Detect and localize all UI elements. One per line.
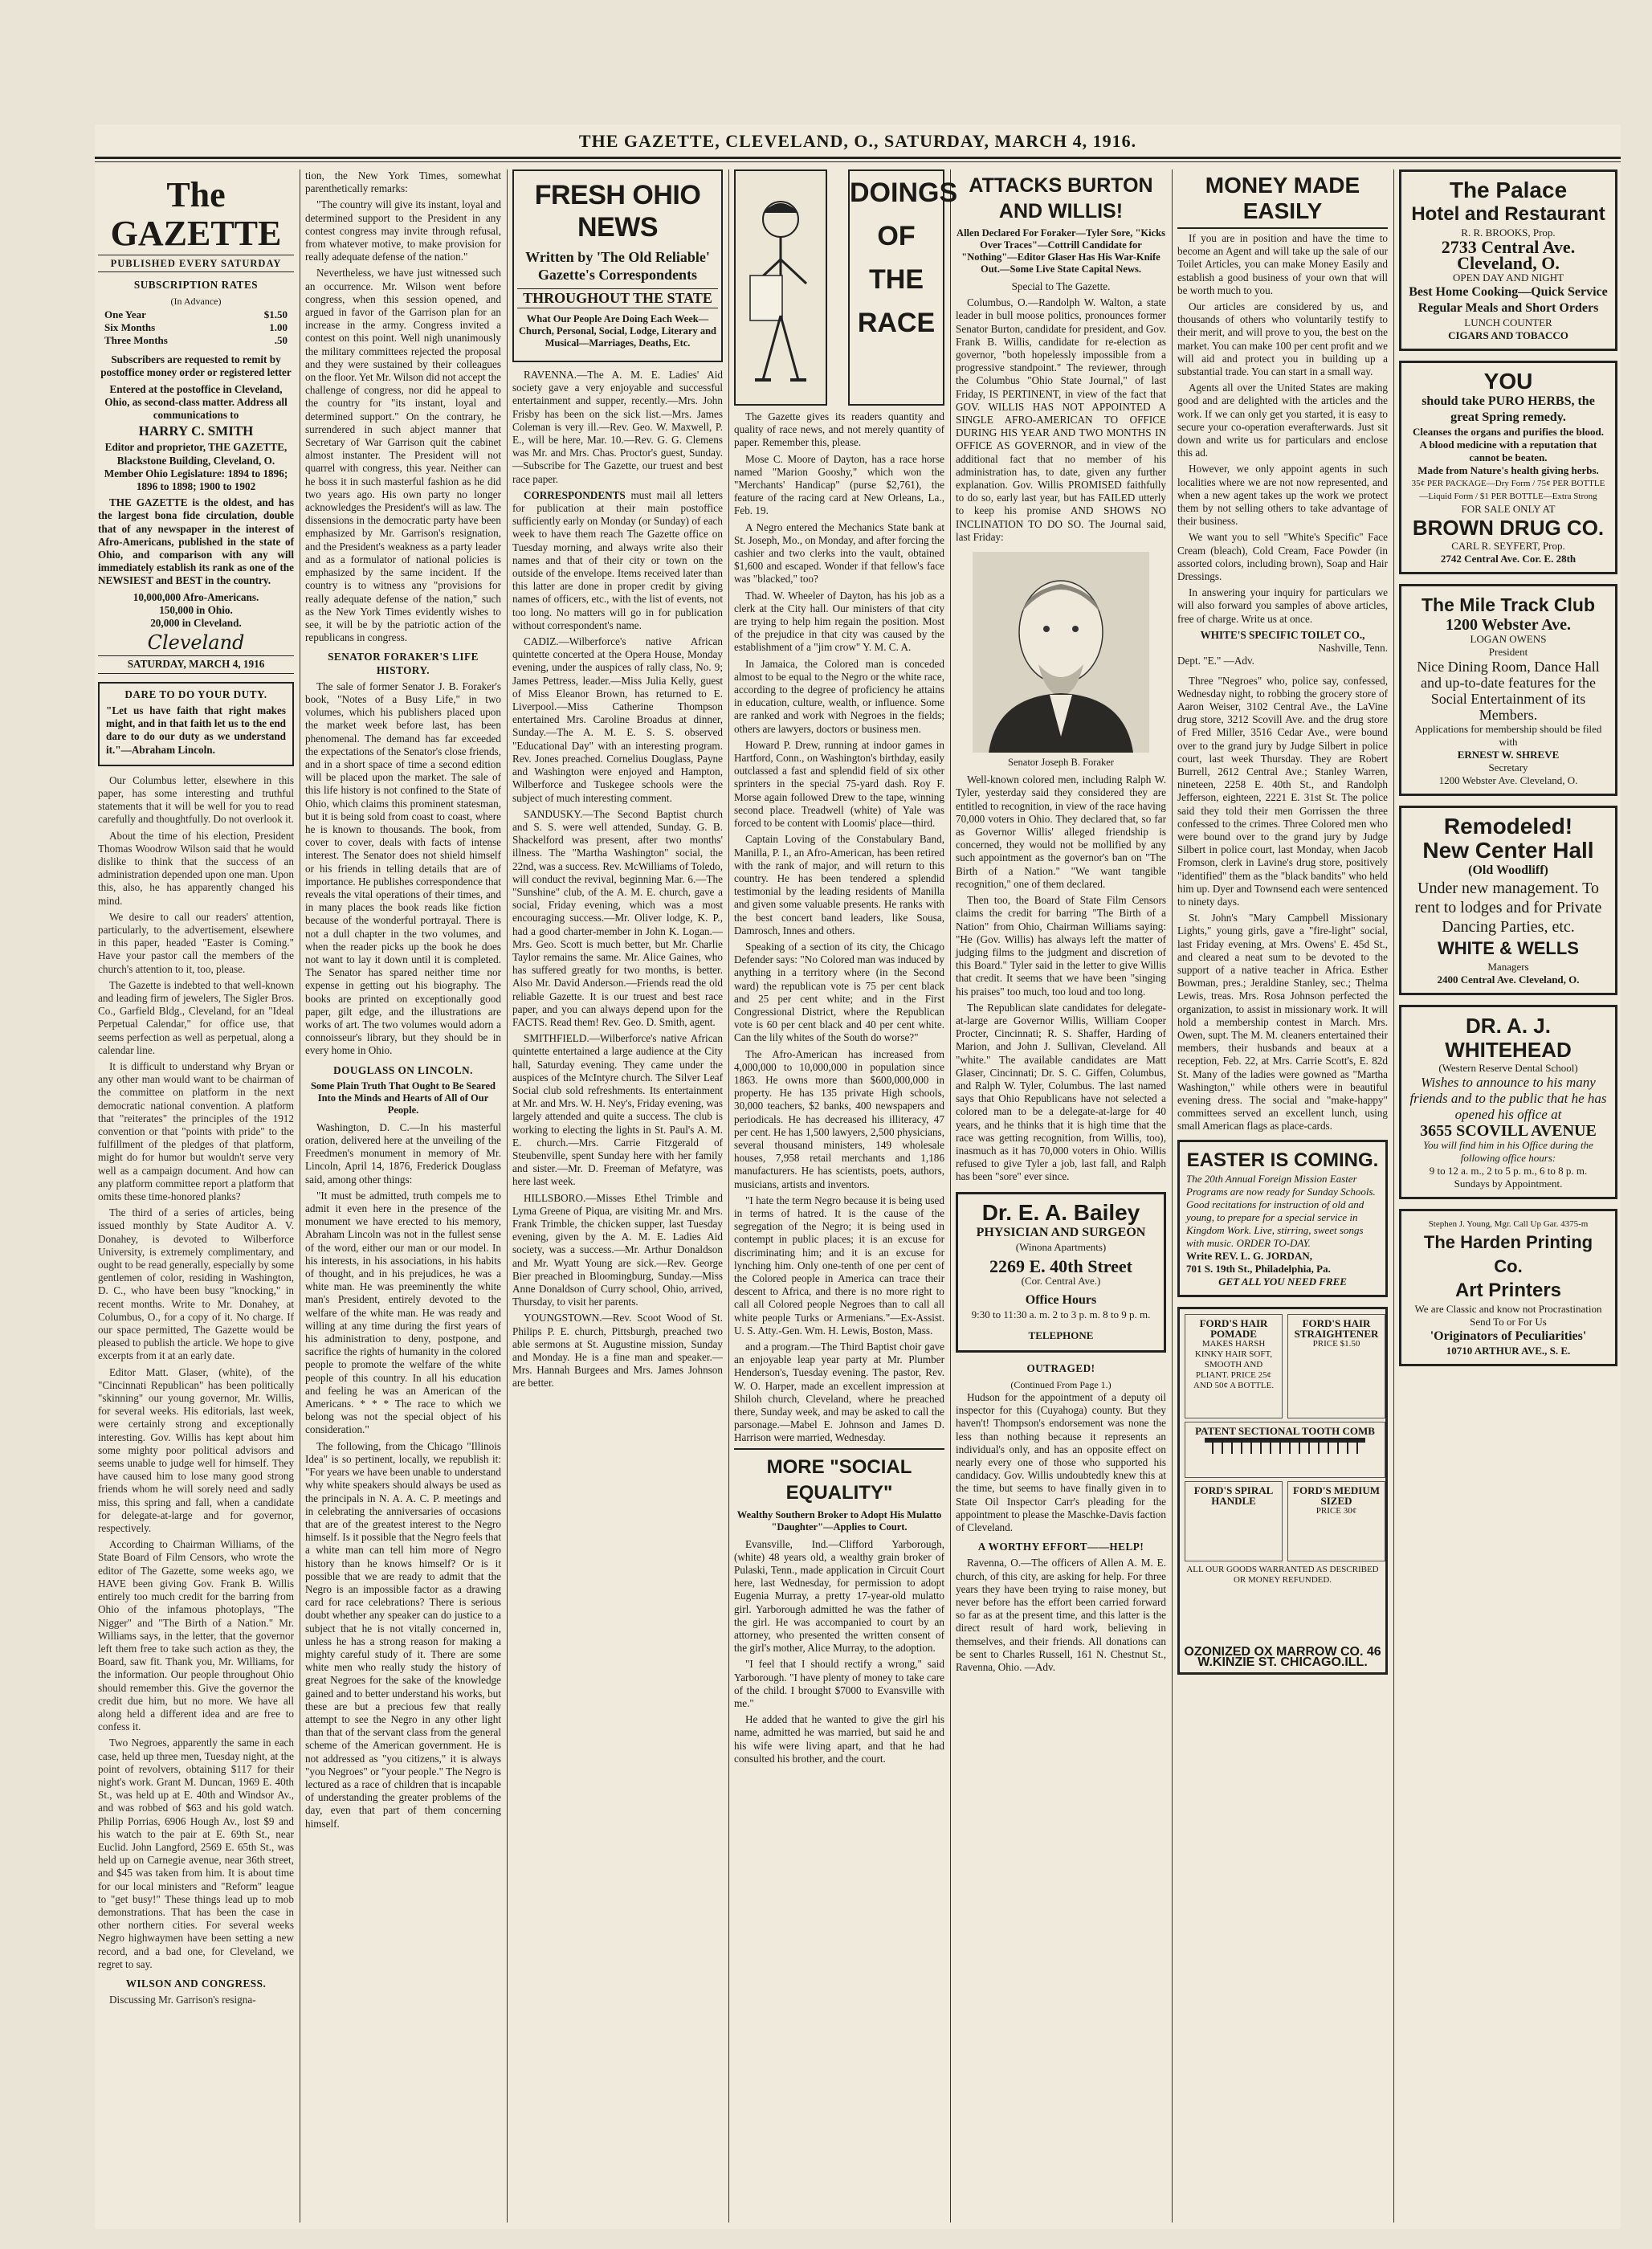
mile-address: 1200 Webster Ave. xyxy=(1445,616,1572,634)
population-line: 10,000,000 Afro-Americans. xyxy=(133,590,259,603)
article-paragraph: "The country will give its instant, loyal and determined support to the President in any contest congress may invite through refusal, from whatever motive, to make provision for really adequate defense of the nation." xyxy=(305,198,501,263)
puro-address: 2742 Central Ave. Cor. E. 28th xyxy=(1440,553,1577,565)
column-1 xyxy=(98,169,294,2222)
harden-peculiarities: 'Originators of Peculiarities' xyxy=(1430,1329,1587,1343)
news-item: YOUNGSTOWN.—Rev. Scoot Wood of St. Philips P. E. church, Pittsburgh, preached two able sermons at St. Augustine mission, Sunday and Monday. He is a fine man and speaker.—Mrs. Hannah Burgees and Mrs. James Johnson are better. xyxy=(512,1312,723,1390)
article-paragraph: tion, the New York Times, somewhat parenthetically remarks: xyxy=(305,169,501,195)
douglass-heading: DOUGLASS ON LINCOLN. xyxy=(333,1063,473,1076)
hall-managers-name: WHITE & WELLS xyxy=(1438,938,1579,958)
news-item: A Negro entered the Mechanics State bank at St. Joseph, Mo., on Monday, and after forcing the cashier and two clerks into the vault, obtained $1,600 and escaped. Wonder if that fellow's face was "blacked," too? xyxy=(734,520,944,586)
bailey-telephone: TELEPHONE xyxy=(1028,1329,1094,1341)
easter-address: 701 S. 19th St., Philadelphia, Pa. xyxy=(1186,1262,1331,1275)
news-item: He added that he wanted to give the girl his name, admitted he was married, but said he and his wife were living apart, and that he had consulted his brother, and the court. xyxy=(734,1713,944,1765)
outraged-continued: (Continued From Page 1.) xyxy=(1010,1378,1112,1390)
special-note: Special to The Gazette. xyxy=(1011,280,1111,292)
article-paragraph: Nevertheless, we have just witnessed such an occurrence. Mr. Wilson went before congress, when this session opened, and argued in favor of the Garrison plan for an increase in the army. Congress invited a contest on this point. Well nigh unanimously the military committees rejected the proposal and they were sustained by their colleagues on the floor. Yet Mr. Wilson did not accept the challenge of congress, nor did he appeal to the country for "its instant, loyal and determined support." On the contrary, he surrendered in such abject manner that Secretary of War Garrison quit the cabinet almost instanter. The President will not quarrel with congress, this year. Neither can he boss it in such masterful fashion as he did two years ago. His own party no longer acknowledges the President's will as law. The dissensions in the democratic party have been emphasized by Mr. Garrison's resignation, and the President's weakness as a party leader and as a formulator of national policies is emphasized by the same incident. If the country is to witness any "provisions for really adequate defense of the nation," such as the New York Times evidently wishes to see, it will be by the patriotic action of the republicans in congress. xyxy=(305,267,501,644)
column-rule xyxy=(1172,169,1173,2222)
news-item: "I hate the term Negro because it is being used in terms of hatred. It is the cause of the segregation of the Negro; it is being used in contempt in public places; it is an excuse for discriminating him; and it is an excuse for lynching him. Only one-tenth of one per cent of the Colored people in America can trace their descent to Africa, and there is no more right to call all Colored people Negroes than to call all white people Turks or Armenians."—Ex-Assist. U. S. Atty.-Gen. Wm. H. Lewis, Boston, Mass. xyxy=(734,1194,944,1337)
puro-herbs-ad xyxy=(1399,361,1617,574)
mile-secretary: Secretary xyxy=(1488,761,1528,773)
puro-headline: should take PURO HERBS, the great Spring remedy. xyxy=(1422,394,1595,424)
article-paragraph: The sale of former Senator J. B. Foraker's book, "Notes of a Busy Life," in two volumes, which his publishers placed upon the market week before last, has been phenomenal. The demand has far exceeded the expectations of the Senator's close friends, and in a short space of time a second edition will be placed upon the market. The sale of this life history is not confined to the State of Ohio, which claims this prominent statesman, but it is being sold from coast to coast, where he is known to thousands. The book, from cover to cover, deals with facts of intense interest. The Senator does not shield himself or his friends in telling details that are of importance. He publishes correspondence that reveals the vital operations of their times, and in many places the book reads like fiction because of the wonderful portrayal. There is not a dull chapter in the two volumes, and when the reader picks up the book he does not want to lay it down until it is completed. The Senator has spared neither time nor expense in getting out his biography. The books are printed on exceptionally good paper, gilt edge, and the illustrations are works of art. The two volumes would adorn a connoisseur's library, but they should be in every home in Ohio. xyxy=(305,680,501,1057)
news-item: St. John's "Mary Campbell Missionary Lights," young girls, gave a "fire-light" social, last Friday evening, at Mrs. Owens' E. 45d St., and cleared a neat sum to be devoted to the support of a native teacher in Africa. Esther Bowman, pres.; Jeraldine Stanley, sec.; Thelma Lewis, treas. Mrs. Rosa Johnson perfected the organization, to assist in missionary work. It will hold a membership contest in March. Mrs. Owen, supt. The M. M. cleaners entertained their members, their husbands and beaux at a reception, Feb. 22, at Mrs. Carrie Scott's, E. 82d St. Many of the ladies were gowned as "Martha Washington," while others were in beautiful evening dress. The social and "make-happy" committees served an excellent lunch, using small American flags as place-cards. xyxy=(1177,912,1388,1133)
article-paragraph: The third of a series of articles, being issued monthly by State Auditor A. V. Donahey, is devoted to Wilberforce University, is extremely complimentary, and ought to be read generally, especially by some gentlemen of color, residing in Washington, D. C., who have been busy "knocking," in recent months. Write to Mr. Donahey, at Columbus, O., for a copy of it. No charge. If our space permitted, The Gazette would be pleased to publish the article. We hope to give excerpts from it at an early date. xyxy=(98,1206,294,1362)
mile-track-ad xyxy=(1399,584,1617,796)
bailey-hours: 9:30 to 11:30 a. m. 2 to 3 p. m. 8 to 9 p. m. xyxy=(971,1308,1151,1320)
ad-paragraph: Our articles are considered by us, and thousands of others who voluntarily testify to their merit, and will prove to you, the best on the market. You can make 100 per cent profit and we will aid and protect you in building up a substantial trade. You can start in a small way. xyxy=(1177,300,1388,378)
news-item: SMITHFIELD.—Wilberforce's native African quintette entertained a large audience at the City hall, Saturday evening. They came under the auspices of the McIntyre church. The Silver Leaf Social club sold refreshments. Its entertainment at Mr. and Mrs. W. H. Ney's, Friday evening, was largely attended and quite a success. The club is working to electing the lights in St. Paul's A. M. E. church.—Mrs. Carrie Fitzgerald of Steubenville, spent Sunday here with her family and sister.—Mr. D. Freeman of Mefatyre, was here last week. xyxy=(512,1032,723,1188)
article-paragraph: The Gazette is indebted to that well-known and leading firm of jewelers, The Sigler Bros. Co., Garfield Bldg., Cleveland, for an "Ideal Perpetual Calendar," for office use, that seems perfection as well as perpetual, along a calendar line. xyxy=(98,978,294,1056)
whitehead-ad xyxy=(1399,1005,1617,1199)
rates-table xyxy=(98,308,294,348)
news-item: Then too, the Board of State Film Censors claims the credit for barring "The Birth of a Nation" from Ohio, Chairman Williams saying: "He (Gov. Willis) has always left the matter of judging films to the judgment and discretion of this Board." Tyler said in the letter to give Willis that credit. It seems that we have been "singing his praises" too much, too loud and too long. xyxy=(956,894,1166,998)
foraker-portrait xyxy=(973,552,1149,753)
puro-nature: Made from Nature's health giving herbs. xyxy=(1417,464,1599,476)
masthead-rule-thin xyxy=(95,161,1621,162)
harden-classic: We are Classic and know not Procrastination xyxy=(1414,1303,1602,1315)
race-header xyxy=(734,169,958,410)
ad-paragraph: We want you to sell "White's Specific" Face Cream (bleach), Cold Cream, Face Powder (in assorted colors, including brown), Soap and Hair Dressings. xyxy=(1177,531,1388,583)
palace-menu: Best Home Cooking—Quick Service Regular Meals and Short Orders xyxy=(1409,285,1608,315)
column-3 xyxy=(512,169,723,2222)
article-paragraph: Our Columbus letter, elsewhere in this paper, has some interesting and truthful statements that it will be well for you to read carefully and thoughtfully. Do not overlook it. xyxy=(98,773,294,826)
puro-prices: 35¢ PER PACKAGE—Dry Form / 75¢ PER BOTTLE—Liquid Form / $1 PER BOTTLE—Extra Strong xyxy=(1411,479,1605,501)
attacks-subheading: Allen Declared For Foraker—Tyler Sore, "Kicks Over Traces"—Cottrill Candidate for "Nothing"—Editor Glaser Has His War-Knife Out.—Some Live State Capital News. xyxy=(957,227,1165,275)
news-item: Howard P. Drew, running at indoor games in Hartford, Conn., on Washington's birthday, easily outclassed a fast and splendid field of six other sprinters in the special 75-yard dash. Roy F. Morse again followed Drew to the tape, winning second place. Treadwell (white) of Yale was forced to be content with Loomis' place—third. xyxy=(734,738,944,830)
money-heading: MONEY MADE EASILY xyxy=(1177,173,1388,229)
foraker-heading: SENATOR FORAKER'S LIFE HISTORY. xyxy=(328,651,479,676)
bailey-corner: (Cor. Central Ave.) xyxy=(1021,1274,1101,1287)
bailey-apartments: (Winona Apartments) xyxy=(1015,1240,1107,1253)
palace-subtitle: Hotel and Restaurant xyxy=(1411,203,1605,225)
company-dept: Dept. "E." —Adv. xyxy=(1177,655,1254,667)
puro-cleanses: Cleanses the organs and purifies the blood. xyxy=(1413,426,1604,438)
news-item: "I feel that I should rectify a wrong," said Yarborough. "I have plenty of money to take care of the child. I brought $7000 to Evansville with me." xyxy=(734,1658,944,1710)
whitehead-find: You will find him in his Office during the following office hours: xyxy=(1423,1139,1593,1164)
column-rule xyxy=(728,169,729,2222)
duty-quote: "Let us have faith that right makes might, and in that faith let us to the end dare to do our duty as we understand it."—Abraham Lincoln. xyxy=(106,704,286,756)
palace-cigars: CIGARS AND TOBACCO xyxy=(1448,329,1568,341)
article-paragraph: Two Negroes, apparently the same in each case, held up three men, Tuesday night, at the point of revolvers, obtaining $117 for their night's work. Grant M. Duncan, 1969 E. 40th St., was held up at E. 40th and Windsor Av., and was robbed of $63 and his gold watch. Philip Porrias, 6906 Hough Av., lost $9 and his watch to the pair at E. 69th St., near Euclid. John Langford, 2569 E. 65th St., was held up on Carnegie avenue, near 36th street, and $45 was taken from him. It is about time for our local ministers and "Reform" league to "get busy!" These things lead up to mob demonstrations. That has been the case in other northern cities. For several weeks Negro highwaymen have been setting a new record, and a bad one, for Cleveland, we regret to say. xyxy=(98,1737,294,1970)
portrait-caption: Senator Joseph B. Foraker xyxy=(1008,757,1114,769)
column-4 xyxy=(734,169,958,2222)
article-paragraph: The following, from the Chicago "Illinois Idea" is so pertinent, locally, we republish it: "For years we have been unable to understand why white speakers should always be used as the principals in N. A. A. C. P. meetings and in celebrating the anniversaries of occasions that are of the greatest interest to the Negro himself. Is it possible that the Negro feels that a white man can tell him more of Negro history than he knows himself? Or is it possible that we are ready to admit that the Negro is an impossible factor as a drawing card for race celebrations? There is serious doubt whether any speaker can do justice to a subject that he is not vitally concerned in, unless he has a strong reason for making a mighty careful study of it. There are some white men who really study the history of great Negroes for the sake of the knowledge gained and to better understand his works, but these are but a precious few that really attempt to see the Negro in any other light than that of the servant class from the general scheme of the American government. He is not addressed as "you citizens," it is always "you Negroes" or "your people." The Negro is lectured as a race of children that is incapable of understanding the greater problems of the day, even that part of them concerning himself. xyxy=(305,1439,501,1830)
puro-reputation: A blood medicine with a reputation that cannot be beaten. xyxy=(1419,439,1597,463)
editor-name: HARRY C. SMITH xyxy=(138,423,254,439)
ohio-news-heading: FRESH OHIO NEWS xyxy=(534,180,701,243)
newsboy-figure-icon xyxy=(736,171,826,404)
mile-features: Nice Dining Room, Dance Hall and up-to-date features for the Social Entertainment of its Members. xyxy=(1417,659,1600,723)
article-paragraph: About the time of his election, President Thomas Woodrow Wilson said that he would dislike to think that the success of an administration depended upon one man. Upon this, also, he has apparently changed his mind. xyxy=(98,829,294,907)
duty-box xyxy=(98,682,294,766)
bailey-address: 2269 E. 40th Street xyxy=(989,1255,1133,1276)
ford-spiral-handle: FORD'S SPIRAL HANDLE xyxy=(1185,1481,1283,1561)
harden-address: 10710 ARTHUR AVE., S. E. xyxy=(1446,1345,1571,1357)
rate-row: One Year $1.50 xyxy=(104,308,288,320)
editor-title: Editor and proprietor, THE GAZETTE, xyxy=(104,441,288,454)
ohio-news-header-box xyxy=(512,169,723,362)
article-paragraph: Washington, D. C.—In his masterful oration, delivered here at the unveiling of the Freedmen's monument in memory of Mr. Lincoln, April 14, 1876, Frederick Douglass said, among other things: xyxy=(305,1120,501,1186)
dateline: SATURDAY, MARCH 4, 1916 xyxy=(98,655,294,673)
bailey-name: Dr. E. A. Bailey xyxy=(981,1199,1140,1225)
news-item: In Jamaica, the Colored man is conceded almost to be equal to the Negro or the white race, according to the degree of proficiency he attains in education, culture, wealth, or influence. Some are ranked and work with Negroes in the fields; others are lawyers, doctors or business men. xyxy=(734,657,944,735)
whitehead-hours: 9 to 12 a. m., 2 to 5 p. m., 6 to 8 p. m. xyxy=(1429,1165,1588,1177)
palace-proprietor: R. R. BROOKS, Prop. xyxy=(1461,227,1556,239)
column-6 xyxy=(1177,169,1388,2222)
harden-printing-ad xyxy=(1399,1209,1617,1366)
puro-prop: CARL R. SEYFERT, Prop. xyxy=(1451,540,1565,552)
cleveland-logo: Cleveland xyxy=(147,631,245,655)
news-item: Ravenna, O.—The officers of Allen A. M. E. church, of this city, are asking for help. For three years they have been trying to raise money, but never before has the effort been carried forward so far as at the present time, and this latter is the direct result of hard work, believing in themselves, and their friends. All donations can be sent to Charles Russell, 161 N. Chestnut St., Ravenna, Ohio. —Adv. xyxy=(956,1557,1166,1674)
news-item: Speaking of a section of its city, the Chicago Defender says: "No Colored man was induced by anything in a territory where (in the Second ward) the republican vote is 75 per cent black and 25 per cent white; and in the First Congressional District, where the Republican vote is 60 per cent black and 40 per cent white. Can the lily whites of the South do worse?" xyxy=(734,940,944,1044)
whitehead-school: (Western Reserve Dental School) xyxy=(1438,1062,1578,1074)
column-5 xyxy=(956,169,1166,2222)
news-item: SANDUSKY.—The Second Baptist church and S. S. were well attended, Sunday. G. B. Shackelford was present, after two months' illness. The "Martha Washington" social, the 22nd, was a success. Rev. McWilliams of Toledo, will conduct the revival, beginning Mar. 6.—The "Sunshine" club, of the A. M. E. church, gave a social, Friday evening, which was a most encouraging success.—Mr. Oliver lodge, K. P., had a good charter-member in John K. Logan.—Mrs. Geo. Scott is much better, but Mr. Charlie Taylor remains the same. Mr. Alice Gaines, who has suffered greatly for two months, is better. Also Mr. David Anderson.—Friends read the old reliable Gazette. It is our truest and best race paper, and you can always depend upon for the FACTS. Read them! Rev. Geo. D. Smith, agent. xyxy=(512,807,723,1028)
newspaper-page xyxy=(95,124,1621,2229)
oldest-paper-note: THE GAZETTE is the oldest, and has the largest bona fide circulation, double that of any newspaper in the interest of Afro-Americans, published in the state of Ohio, and comparison with any will immediately establish its rank as one of the NEWSIEST and BEST in the country. xyxy=(98,496,294,587)
news-item: Three "Negroes" who, police say, confessed, Wednesday night, to robbing the grocery store of Aaron Weiser, 3102 Central Ave., the LaVine drug store, 3212 Scovill Ave. and the drug store of Fred Miller, 3516 Cedar Ave., were bound over to the grand jury by Judge Silbert in police court, last week Thursday. They are Robert Burrell, 2612 Central Ave.; Stanley Warren, nineteen, 2258 E. 40th St., and Randolph Jefferson, eighteen, 2221 E. 31st St. The police said they told their men Gorrissen the three confessed to the crimes. Three Colored men who were bound over to the grand jury by Judge Silbert in police court, last Monday, when Jacob Fromson, clerk in Lavine's drug store, positively "identified" them as the "black bandits" who held him up. Dyer and Townsend each were sentenced to ninety days. xyxy=(1177,674,1388,908)
outraged-heading: OUTRAGED! xyxy=(1026,1361,1095,1374)
worthy-effort-heading: A WORTHY EFFORT——HELP! xyxy=(977,1541,1144,1553)
news-item: The Afro-American has increased from 4,000,000 to 10,000,000 in population since 1863. He owns more than $600,000,000 in property. He has 135 private High schools, 30,000 teachers, $2 banks, 400 newspapers and periodicals. He has decreased his illiteracy, 47 per cent. He has 1,500 lawyers, 2,500 physicians, several thousand ministers, 149 wholesale houses, 7,958 retail merchants and 1,186 manufacturers. He has scientists, poets, authors, musicians, artists and inventors. xyxy=(734,1047,944,1190)
population-line: 150,000 in Ohio. xyxy=(159,603,233,616)
rates-heading: SUBSCRIPTION RATES xyxy=(133,279,259,292)
wilson-heading: WILSON AND CONGRESS. xyxy=(125,1977,267,1990)
ford-warranty: ALL OUR GOODS WARRANTED AS DESCRIBED OR MONEY REFUNDED. xyxy=(1186,1564,1379,1585)
mile-president-name: LOGAN OWENS xyxy=(1470,633,1547,645)
whitehead-announce: Wishes to announce to his many friends and to the public that he has opened his office at xyxy=(1409,1075,1607,1122)
gazette-subtitle: PUBLISHED EVERY SATURDAY xyxy=(98,255,294,272)
whitehead-name: DR. A. J. WHITEHEAD xyxy=(1445,1014,1572,1062)
ad-paragraph: Agents all over the United States are making good and are delighted with the articles and the work. If we can only get you started, it is easy to secure your co-operation everafterwards. Just sit down and write us for particulars and enclose this ad. xyxy=(1177,382,1388,459)
ohio-news-sub3: What Our People Are Doing Each Week—Church, Personal, Social, Lodge, Literary and Musical—Marriages, Deaths, Etc. xyxy=(519,313,716,349)
ohio-news-sub2: THROUGHOUT THE STATE xyxy=(517,288,718,308)
easter-heading: EASTER IS COMING. xyxy=(1186,1149,1379,1171)
easter-write: Write REV. L. G. JORDAN, xyxy=(1186,1249,1312,1262)
rate-row: Three Months .50 xyxy=(104,334,288,347)
ad-paragraph: If you are in position and have the time to become an Agent and will take up the sale of our Toilet Articles, you can make Money Easily and establish a good business of your own that will be worth much to you. xyxy=(1177,232,1388,296)
mile-president: President xyxy=(1488,646,1528,658)
mile-title: The Mile Track Club xyxy=(1422,594,1595,615)
news-item: The Gazette gives its readers quantity and quality of race news, and not merely quantity of paper. Remember this, please. xyxy=(734,410,944,449)
mile-secretary-name: ERNEST W. SHREVE xyxy=(1457,749,1560,761)
article-paragraph: "It must be admitted, truth compels me to admit it even here in the presence of the monument we have erected to his memory, Abraham Lincoln was not in the fullest sense of the word, either our man or our model. In his interests, in his associations, in his habits of thought, and in his prejudices, he was a white man. He was preeminently the white man's President, entirely devoted to the welfare of the white man. He was ready and willing at any time during the first years of his administration to deny, postpone, and sacrifice the rights of humanity in the colored people to promote the welfare of the white people of this country. In all his education and feeling he was an American of the Americans. * * * The race to which we belong was not the special object of his consideration." xyxy=(305,1189,501,1436)
race-heading: DOINGS OF THE RACE xyxy=(848,169,944,406)
news-item: CADIZ.—Wilberforce's native African quintette concerted at the Opera House, Monday evening, under the auspices of rally class, No. 9; James Pettress, leader.—Miss Julia Kelly, guest of Miss Eleanor Brown, has returned to E. Liverpool.—Miss Catherine Thompson entertained Mrs. Caroline Broadus at dinner, Sunday.—The A. M. E. S. S. observed "Educational Day" with an interesting program. Rev. Jones preached. Cornelius Douglass, Payne and Washington were enjoyed and Hampton, Wilberforce and Tuskegee schools were the subject of much interesting comment. xyxy=(512,635,723,804)
rates-subheading: (In Advance) xyxy=(170,296,222,308)
palace-hotel-ad xyxy=(1399,169,1617,351)
population-line: 20,000 in Cleveland. xyxy=(150,617,242,630)
company-city: Nashville, Tenn. xyxy=(1318,642,1388,655)
douglass-subheading: Some Plain Truth That Ought to Be Seared Into the Minds and Hearts of All of Our People. xyxy=(310,1080,496,1116)
duty-heading: DARE TO DO YOUR DUTY. xyxy=(124,688,267,700)
rate-row: Six Months 1.00 xyxy=(104,320,288,333)
palace-address: 2733 Central Ave. xyxy=(1441,237,1576,257)
entered-note: Entered at the postoffice in Cleveland, Ohio, as second-class matter. Address all communications to xyxy=(104,382,288,422)
news-item: Columbus, O.—Randolph W. Walton, a state leader in bull moose politics, pronounces former Senator Burton, candidate for president, and Gov. Frank B. Willis, candidate for re-election as governor, "both hopelessly impossible from a progressive standpoint." The reviewer, through the Columbus "Ohio State Journal," of last Friday, IS PERTINENT, in view of the fact that GOV. WILLIS HAS NOT APPOINTED A SINGLE AFRO-AMERICAN TO OFFICE DURING HIS YEAR AND TWO MONTHS IN OFFICE AS GOVERNOR, and in view of the additional fact that no member of his administration has, to date, given any further explanation. Gov. Willis PROMISED faithfully to do so, early last year, but has FAILED utterly to keep his promise AND SHOWS NO INCLINATION TO DO SO. The Journal said, last Friday: xyxy=(956,296,1166,543)
social-equality-heading: MORE "SOCIAL EQUALITY" xyxy=(734,1448,944,1506)
center-hall-ad xyxy=(1399,806,1617,995)
hall-title: New Center Hall xyxy=(1422,838,1594,863)
masthead-rule xyxy=(95,157,1621,159)
whitehead-sundays: Sundays by Appointment. xyxy=(1454,1178,1563,1190)
news-item: Well-known colored men, including Ralph W. Tyler, yesterday said they considered they are entitled to recognition, in view of the race having 70,000 voters in Ohio. They declared that, so far as Governor Willis' alleged friendship is concerned, they would not be mollified by any such appointment as the governor's ban on "The Birth of a Nation." "We want tangible recognition," one of them declared. xyxy=(956,773,1166,890)
race-illustration xyxy=(734,169,827,406)
masthead: THE GAZETTE, CLEVELAND, O., SATURDAY, MARCH 4, 1916. xyxy=(578,131,1137,151)
harden-send: Send To or For Us xyxy=(1470,1316,1547,1328)
palace-lunch: LUNCH COUNTER xyxy=(1464,316,1552,329)
mile-city: 1200 Webster Ave. Cleveland, O. xyxy=(1438,774,1578,786)
ozonized-ox-marrow: OZONIZED OX MARROW CO. 46 W.KINZIE ST. CHICAGO.ILL. xyxy=(1184,1644,1381,1669)
puro-sale: FOR SALE ONLY AT xyxy=(1461,503,1556,515)
ford-pomade: FORD'S HAIR POMADE MAKES HARSH KINKY HAIR SOFT, SMOOTH AND PLIANT. PRICE 25¢ AND 50¢ A BOTTLE. xyxy=(1185,1314,1283,1418)
remit-note: Subscribers are requested to remit by postoffice money order or registered letter xyxy=(100,353,292,379)
bailey-title: PHYSICIAN AND SURGEON xyxy=(976,1225,1146,1239)
gazette-title: The GAZETTE xyxy=(110,175,282,253)
news-item: HILLSBORO.—Misses Ethel Trimble and Lyma Greene of Piqua, are visiting Mr. and Mrs. Frank Trimble, the chicken supper, last Tuesday evening, given by the A. M. E. Ladies Aid society, was a success.—Mr. Arthur Donaldson and Mr. Wyatt Young are sick.—Rev. George Bier preached in Bloomingburg, Sunday.—Miss Anne Donaldson of Curry school, Ohio, arrived, Thursday, to visit her parents. xyxy=(512,1191,723,1308)
ford-tooth-comb: PATENT SECTIONAL TOOTH COMB xyxy=(1185,1422,1385,1478)
article-paragraph: It is difficult to understand why Bryan or any other man would want to be chairman of the committee on platform in the next democratic national convention. A platform that "reiterates" the principles of the 1912 convention or that "points with pride" to the fulfillment of the pledges of that platform, might do for humor but wouldn't serve very well as a campaign document. And how can any platform committee report a platform that omits these time-honored planks? xyxy=(98,1059,294,1202)
palace-open: OPEN DAY AND NIGHT xyxy=(1452,271,1564,284)
comb-icon xyxy=(1205,1436,1365,1455)
news-item: Captain Loving of the Constabulary Band, Manilla, P. I., an Afro-American, has been retired with the rank of major, and will return to this country. He has been tendered a splendid testimonial by the leading residents of Manilla and given some valuable presents. He ranks with the best concert band leaders, like Sousa, Damrosch, Innes and others. xyxy=(734,833,944,937)
article-paragraph: Discussing Mr. Garrison's resigna- xyxy=(109,1994,256,2006)
news-item: The Republican slate candidates for delegate-at-large are Governor Willis, William Cooper Procter, Cincinnati; R. S. Shaffer, Harding of Marion, and John J. Sullivan, Cleveland. All "white." The available candidates are Matt Glaser, Cincinnati; Dr. S. C. Giffen, Columbus, and Ralph W. Tyler, Columbus. The last named says that Ohio Republicans have not selected a colored man to be a delegate-at-large for 40 years, and he thinks that it is high time that the race was getting recognition, from Willis, too), inasmuch as it has 70,000 voters in Ohio. Willis refused to give Tyler a job, last fall, and Ralph has been "sore" ever since. xyxy=(956,1001,1166,1183)
whitehead-address: 3655 SCOVILL AVENUE xyxy=(1420,1122,1597,1140)
social-equality-sub: Wealthy Southern Broker to Adopt His Mulatto "Daughter"—Applies to Court. xyxy=(736,1508,942,1533)
ohio-news-sub1: Written by 'The Old Reliable' Gazette's Correspondents xyxy=(525,249,710,283)
column-rule xyxy=(507,169,508,2222)
attacks-heading: ATTACKS BURTON AND WILLIS! xyxy=(969,174,1153,222)
bailey-ad xyxy=(956,1192,1166,1353)
news-item: and a program.—The Third Baptist choir gave an enjoyable leap year party at Mr. Plumber Henderson's, Tuesday evening. The pastor, Rev. W. O. Harper, made an excellent impression at Shiloh church, Cleveland, where he preached there, Sunday week, and may be asked to call the parsonage.—Mabel E. Johnson and James D. Harrison were married, Wednesday. xyxy=(734,1341,944,1444)
puro-you: YOU xyxy=(1483,369,1533,394)
news-item: RAVENNA.—The A. M. E. Ladies' Aid society gave a very enjoyable and successful entertainment and supper, recently.—Mrs. John Frisby has been on the sick list.—Mrs. James Coleman is very ill.—Rev. Geo. W. Maxwell, P. E., will be here, Mar. 10.—Rev. G. G. Clemens was Mr. and Mrs. Chas. Proctor's guest, Sunday.—Subscribe for The Gazette, our truest and best race paper. xyxy=(512,369,723,485)
ad-paragraph: However, we only appoint agents in such localities where we are not now represented, and when a new agent takes up the work we protect them by not selling others to take advantage of their business. xyxy=(1177,463,1388,528)
column-rule xyxy=(950,169,951,2222)
news-item: Thad. W. Wheeler of Dayton, has his job as a clerk at the City hall. Our ministers of that city are trying to help him regain the position. Most of the prejudice in that city was caused by the establishment of a "jim crow" Y. M. C. A. xyxy=(734,589,944,654)
hall-old: (Old Woodliff) xyxy=(1468,863,1548,877)
ford-medium: FORD'S MEDIUM SIZED PRICE 30¢ xyxy=(1287,1481,1385,1561)
easter-free: GET ALL YOU NEED FREE xyxy=(1218,1275,1347,1288)
article-paragraph: According to Chairman Williams, of the State Board of Film Censors, who wrote the editor of The Gazette, some weeks ago, we HAVE been giving Gov. Frank B. Willis entirely too much credit for the barring from Ohio of the infamous photoplays, "The Nigger" and "The Birth of a Nation." Mr. Williams says, in the letter, that the governor left them free to take such action as they, the Board, saw fit. Thank you, Mr. Williams, for the information. Our people throughout Ohio should remember this. Give the governor the credit due him, but no more. We have all along held a different idea and are free to confess it. xyxy=(98,1538,294,1733)
puro-store: BROWN DRUG CO. xyxy=(1412,516,1605,540)
hall-address: 2400 Central Ave. Cleveland, O. xyxy=(1437,973,1580,986)
ford-products-ad xyxy=(1177,1307,1388,1675)
column-7 xyxy=(1399,169,1617,2222)
harden-title: The Harden Printing Co. xyxy=(1423,1232,1593,1276)
ford-straightener: FORD'S HAIR STRAIGHTENER PRICE $1.50 xyxy=(1287,1314,1385,1418)
article-paragraph: Editor Matt. Glaser, (white), of the "Cincinnati Republican" has been politically "skinning" our young governor, Mr. Willis, for several weeks. His editorials, last week, were certainly strong and exceptionally interesting. Gov. Willis has kept about him some mighty poor political advisors and seems unable to judge well for himself. They have caused him to lose many good strong friends whom he will sorely need and sadly miss, this spring and fall, when a candidate for delegate-at-large and for governor, respectively. xyxy=(98,1365,294,1535)
harden-manager: Stephen J. Young, Mgr. Call Up Gar. 4375-m xyxy=(1428,1219,1589,1229)
hall-body: Under new management. To rent to lodges and for Private Dancing Parties, etc. xyxy=(1414,880,1602,936)
column-rule xyxy=(1393,169,1394,2222)
harden-art: Art Printers xyxy=(1454,1280,1562,1301)
bailey-hours-heading: Office Hours xyxy=(1025,1292,1097,1307)
company-name: WHITE'S SPECIFIC TOILET CO., xyxy=(1200,628,1365,641)
hall-remodeled: Remodeled! xyxy=(1443,814,1573,839)
easter-body: The 20th Annual Foreign Mission Easter Programs are now ready for Sunday Schools. Good recitations for instruction of old and young, to prepare for a special service in Kingdom Work. Live, stirring, sweet songs with music. ORDER TO-DAY. xyxy=(1186,1172,1376,1249)
news-item: Mose C. Moore of Dayton, has a race horse named "Marion Gooshy," which won the "Merchants' Handicap" (purse $2,761), the feature of the racing card at New Orleans, La., Feb. 19. xyxy=(734,452,944,517)
news-item: Evansville, Ind.—Clifford Yarborough, (white) 48 years old, a wealthy grain broker of Pulaski, Tenn., made application in Circuit Court here, last Wednesday, for permission to adopt Eugenia Murray, a pretty 17-year-old mulatto girl. Yarborough admitted he was the father of the girl. He was accompanied to court by an attorney, who presented the written consent of the girl's mother, Alice Murray, to the adoption. xyxy=(734,1537,944,1655)
easter-ad xyxy=(1177,1140,1388,1297)
mile-apply: Applications for membership should be filed with xyxy=(1414,723,1602,748)
hall-managers: Managers xyxy=(1487,961,1529,973)
article-paragraph: We desire to call our readers' attention, particularly, to the advertisement, elsewhere in this paper, headed "Easter is Coming." Have your pastor call the members of the church's attention to it, too, please. xyxy=(98,910,294,975)
palace-city: Cleveland, O. xyxy=(1457,253,1560,273)
news-item: Hudson for the appointment of a deputy oil inspector for this (Cuyahoga) county. But they haven't! Thompson's endorsement was none the less than nothing because it represents an individual's only, and has an opposite effect on nearly every one of those who supported his candidacy. Gov. Willis undoubtedly knew this at the time, but seems to have finally given in to State Oil Inspector Carr's pleading for the appointment to please the Maschke-Davis faction of Cleveland. xyxy=(956,1390,1166,1533)
column-2 xyxy=(305,169,501,2222)
news-item: CORRESPONDENTS must mail all letters for publication at their main postoffice sufficiently early on Monday (or Sunday) of each week to have them reach The Gazette office on Tuesday morning, and always write also their names and that of their city or town on the outside of the envelope. Items received later than this latter are done in proper credit by giving names of officers, etc., with the list of events, not too long. No matters will go in for publication without correspondent's name. xyxy=(512,488,723,631)
editor-address: Blackstone Building, Cleveland, O. Member Ohio Legislature: 1894 to 1896; 1896 to 1898; 1900 to 1902 xyxy=(104,454,288,493)
palace-title: The Palace xyxy=(1449,178,1568,202)
ad-paragraph: In answering your inquiry for particulars we will also forward you samples of above articles, free of charge. Write us at once. xyxy=(1177,586,1388,625)
